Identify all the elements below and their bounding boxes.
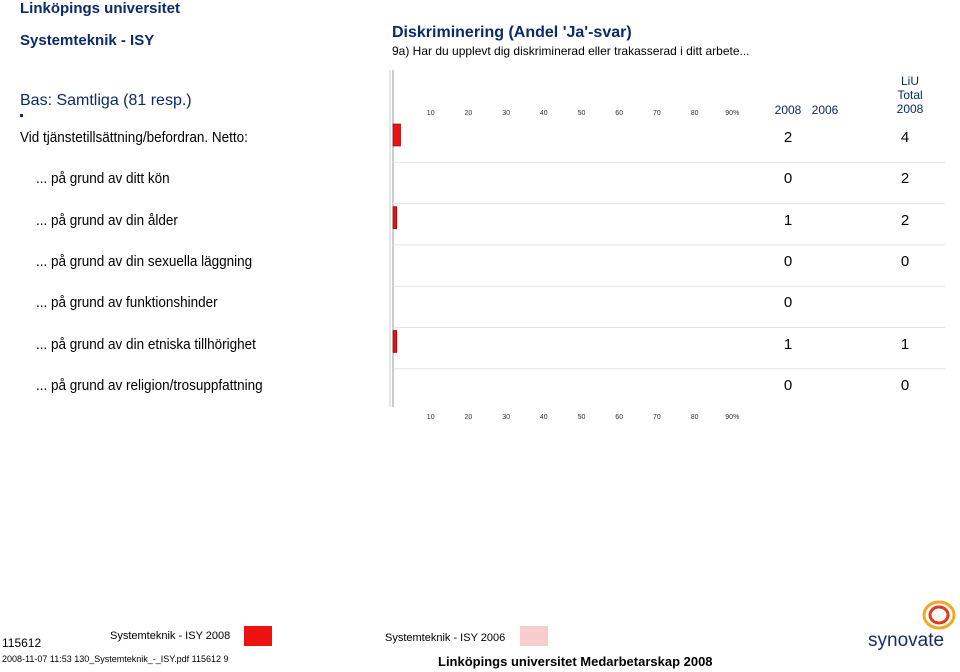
value-col2008: 0	[783, 294, 793, 312]
value-liu: 0	[900, 252, 910, 270]
liu-total-header	[890, 74, 930, 116]
value-liu: 2	[900, 211, 910, 229]
row-label: Vid tjänstetillsättning/befordran. Netto:	[20, 129, 248, 146]
liu-header-line2: Total	[897, 88, 923, 102]
row-label: ... på grund av religion/trosuppfattning	[36, 376, 263, 394]
row-label: ... på grund av din sexuella läggning	[36, 252, 253, 270]
x-tick-label-bottom: 40	[539, 414, 548, 421]
x-tick-label-bottom: 10	[426, 414, 435, 421]
university-name: Linköpings universitet	[20, 0, 181, 17]
x-tick-label-top: 10	[426, 110, 435, 117]
x-tick-label-bottom: 50	[577, 414, 586, 421]
x-tick-label-bottom: 80	[690, 414, 699, 421]
liu-header-line1: LiU	[900, 74, 919, 88]
value-liu: 1	[900, 335, 910, 353]
value-col2008: 0	[783, 170, 793, 188]
legend-label-2008: Systemteknik - ISY 2008	[110, 630, 231, 642]
x-tick-label-top: 40	[539, 110, 548, 117]
x-tick-label-bottom: 60	[615, 414, 624, 421]
chart-title: Diskriminering (Andel 'Ja'-svar)	[392, 24, 632, 41]
respondent-base: Bas: Samtliga (81 resp.)	[20, 92, 192, 109]
bar	[393, 207, 397, 229]
column-header-2006: 2006	[811, 103, 839, 117]
value-col2008: 0	[783, 376, 793, 394]
x-tick-label-bottom: 90%	[725, 414, 740, 421]
survey-name: Linköpings universitet Medarbetarskap 2008	[438, 654, 713, 669]
x-tick-label-top: 80	[690, 110, 699, 117]
liu-header-line3: 2008	[896, 102, 924, 116]
column-header-2008: 2008	[774, 103, 802, 117]
legend-label-2006: Systemteknik - ISY 2006	[385, 632, 506, 644]
value-col2008: 2	[783, 129, 793, 146]
row-label: ... på grund av din etniska tillhörighet	[36, 335, 256, 353]
bar	[393, 124, 401, 146]
row-label: ... på grund av din ålder	[36, 211, 178, 229]
bar	[393, 331, 397, 353]
x-tick-label-top: 70	[653, 110, 661, 117]
row-label: ... på grund av ditt kön	[36, 170, 170, 188]
x-tick-label-bottom: 30	[502, 414, 510, 421]
value-col2008: 0	[783, 252, 793, 270]
report-number: 115612	[2, 636, 42, 650]
x-tick-label-top: 50	[577, 110, 586, 117]
value-liu: 0	[900, 376, 910, 394]
legend-swatch-2008	[244, 626, 272, 646]
row-label: ... på grund av funktionshinder	[36, 294, 218, 312]
value-col2008: 1	[783, 335, 793, 353]
synovate-logo-icon	[920, 598, 960, 632]
value-liu: 2	[900, 170, 910, 188]
x-tick-label-bottom: 20	[464, 414, 473, 421]
value-col2008: 1	[783, 211, 793, 229]
x-tick-label-top: 90%	[725, 110, 740, 117]
footer-stamp: 2008-11-07 11:53 130_Systemteknik_-_ISY.pdf 115612 9	[2, 654, 229, 664]
x-tick-label-top: 30	[502, 110, 510, 117]
x-tick-label-top: 20	[464, 110, 473, 117]
x-tick-label-top: 60	[615, 110, 624, 117]
value-liu: 4	[900, 129, 910, 146]
department-name: Systemteknik - ISY	[20, 32, 155, 49]
legend-swatch-2006	[520, 626, 548, 646]
chart-subtitle: 9a) Har du upplevt dig diskriminerad eller trakasserad i ditt arbete...	[392, 44, 750, 58]
synovate-logo-text: synovate	[868, 630, 945, 651]
x-tick-label-bottom: 70	[653, 414, 661, 421]
